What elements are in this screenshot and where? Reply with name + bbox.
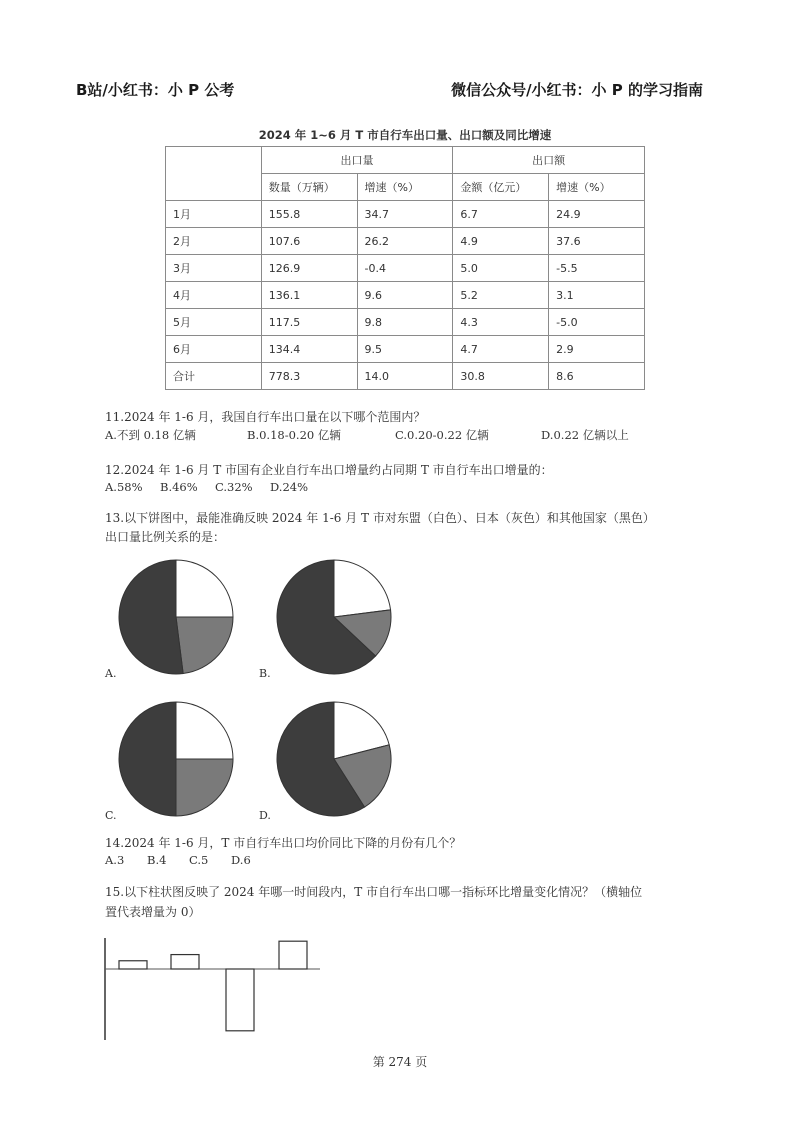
q12-option-d: D.24% [270,480,309,494]
q14-option-c: C.5 [189,853,209,867]
cell-qty: 134.4 [261,336,357,363]
q14-option-a: A.3 [105,853,125,867]
q11-stem: 11.2024 年 1-6 月，我国自行车出口量在以下哪个范围内？ [105,410,426,424]
q11-option-d: D.0.22 亿辆以上 [541,428,629,442]
sub-header-qty-growth: 增速（%） [357,174,453,201]
q11-option-b: B.0.18-0.20 亿辆 [247,428,341,442]
q13-stem-line1: 13.以下饼图中，最能准确反映 2024 年 1-6 月 T 市对东盟（白色）、日本（灰色）和其他国家（黑色） [105,511,655,525]
cell-month: 4月 [166,282,262,309]
cell-qty: 117.5 [261,309,357,336]
cell-amount: 4.3 [453,309,549,336]
table-title: 2024 年 1~6 月 T 市自行车出口量、出口额及同比增速 [258,128,552,142]
cell-amount-growth: 3.1 [549,282,645,309]
cell-amount: 4.7 [453,336,549,363]
cell-qty-growth: -0.4 [357,255,453,282]
cell-amount: 5.0 [453,255,549,282]
cell-amount-growth: 8.6 [549,363,645,390]
group-header-qty: 出口量 [261,147,453,174]
cell-qty-growth: 9.6 [357,282,453,309]
cell-qty-growth: 9.8 [357,309,453,336]
q14-option-d: D.6 [231,853,251,867]
cell-month: 6月 [166,336,262,363]
q14-stem: 14.2024 年 1-6 月，T 市自行车出口均价同比下降的月份有几个？ [105,836,462,850]
header-left-text: B站/小红书：小 P 公考 [76,81,235,99]
cell-qty-growth: 9.5 [357,336,453,363]
bar-3 [226,969,254,1031]
cell-qty-growth: 34.7 [357,201,453,228]
q11-option-c: C.0.20-0.22 亿辆 [395,428,489,442]
cell-amount-growth: -5.0 [549,309,645,336]
cell-month: 1月 [166,201,262,228]
pie-label-c: C. [105,809,117,822]
cell-qty: 126.9 [261,255,357,282]
cell-amount: 6.7 [453,201,549,228]
q12-option-a: A.58% [105,480,143,494]
bar-1 [119,961,147,969]
cell-qty-growth: 14.0 [357,363,453,390]
q12-option-c: C.32% [215,480,253,494]
cell-month: 3月 [166,255,262,282]
cell-amount-growth: -5.5 [549,255,645,282]
q12-stem: 12.2024 年 1-6 月 T 市国有企业自行车出口增量约占同期 T 市自行车出口增量的： [105,463,553,477]
cell-month: 5月 [166,309,262,336]
sub-header-amount: 金额（亿元） [453,174,549,201]
pie-label-a: A. [105,667,117,680]
header-right-text: 微信公众号/小红书：小 P 的学习指南 [451,81,703,99]
pie-label-b: B. [259,667,271,680]
q15-stem-line2: 置代表增量为 0） [105,905,201,919]
cell-amount-growth: 2.9 [549,336,645,363]
cell-qty: 155.8 [261,201,357,228]
cell-amount: 30.8 [453,363,549,390]
cell-month: 合计 [166,363,262,390]
cell-qty-growth: 26.2 [357,228,453,255]
bar-4 [279,941,307,969]
cell-month: 2月 [166,228,262,255]
cell-amount: 4.9 [453,228,549,255]
q12-option-b: B.46% [160,480,198,494]
sub-header-qty: 数量（万辆） [261,174,357,201]
q15-stem-line1: 15.以下柱状图反映了 2024 年哪一时间段内，T 市自行车出口哪一指标环比增量变化情况？（横轴位 [105,885,643,899]
group-header-amount: 出口额 [453,147,645,174]
cell-qty: 107.6 [261,228,357,255]
cell-amount-growth: 37.6 [549,228,645,255]
q11-option-a: A.不到 0.18 亿辆 [105,428,196,442]
cell-amount: 5.2 [453,282,549,309]
q14-option-b: B.4 [147,853,167,867]
sub-header-amount-growth: 增速（%） [549,174,645,201]
pie-label-d: D. [259,809,271,822]
page-number: 第 274 页 [372,1055,428,1069]
cell-qty: 136.1 [261,282,357,309]
bar-2 [171,955,199,969]
q13-stem-line2: 出口量比例关系的是： [105,530,226,544]
cell-amount-growth: 24.9 [549,201,645,228]
cell-qty: 778.3 [261,363,357,390]
